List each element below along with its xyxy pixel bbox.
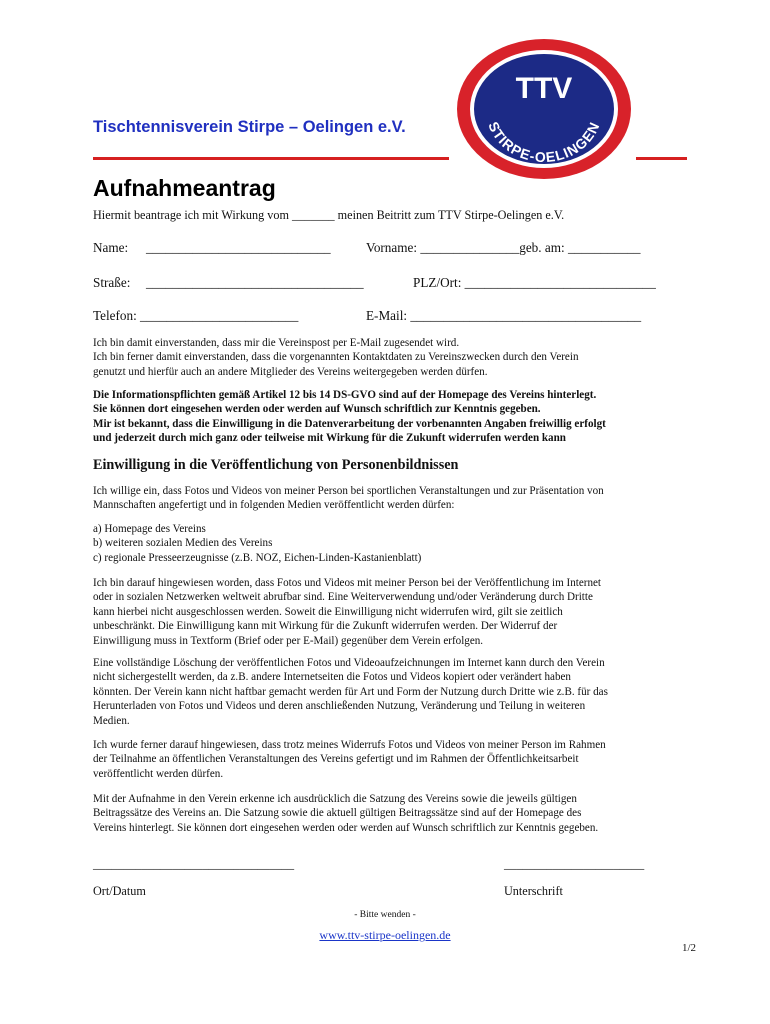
name-input[interactable]: ____________________________	[146, 240, 331, 255]
paragraph-line: veröffentlicht werden dürfen.	[93, 767, 224, 780]
gdpr-line: Die Informationspflichten gemäß Artikel 12 bis 14 DS-GVO sind auf der Homepage des Vereins hinterlegt.	[93, 389, 597, 401]
club-logo	[456, 38, 632, 180]
header-divider-right	[636, 157, 687, 160]
logo-ttv: TTV	[515, 72, 573, 105]
street-input[interactable]: _________________________________	[146, 275, 364, 290]
logo-inner-disc	[474, 54, 614, 164]
consent-line: Ich bin damit einverstanden, dass mir die Vereinspost per E-Mail zugesendet wird.	[93, 337, 460, 349]
paragraph-line: unbeschränkt. Die Einwilligung kann mit Wirkung für die Zukunft widerrufen werden. Der Widerruf der	[93, 620, 558, 633]
paragraph-line: der Teilnahme an öffentlichen Veranstaltungen des Vereins gefertigt und im Rahmen der Öffentlichkeitsarbeit	[93, 753, 579, 766]
paragraph-line: Einwilligung muss in Textform (Brief oder per E-Mail) gegenüber dem Verein erfolgen.	[93, 634, 484, 647]
consent-line: Ich bin ferner damit einverstanden, dass die vorgenannten Kontaktdaten zu Vereinszwecken durch den Verein	[93, 351, 579, 364]
intro-text: Hiermit beantrage ich mit Wirkung vom _______ meinen Beitritt zum TTV Stirpe-Oelingen e.V.	[93, 208, 565, 222]
paragraph-line: Ich wurde ferner darauf hingewiesen, dass trotz meines Widerrufs Fotos und Videos von meiner Person im Rahmen	[93, 739, 606, 751]
place-date-input[interactable]: _________________________________	[93, 857, 295, 871]
email-input[interactable]: E-Mail: ___________________________________	[366, 308, 642, 323]
club-name: Tischtennisverein Stirpe – Oelingen e.V.	[93, 118, 406, 136]
paragraph-line: könnten. Der Verein kann nicht haftbar gemacht werden für Art und Form der Nutzung durch Dritte wie z.B. für das	[93, 685, 608, 698]
internet-notice-paragraph	[93, 576, 705, 648]
name-label: Name:	[93, 240, 129, 255]
header-divider-left	[93, 157, 449, 160]
paragraph-line: oder in sozialen Netzwerken weltweit abrufbar sind. Eine Weiterverwendung und/oder Veränderung durch Dritte	[93, 591, 593, 604]
turn-page-note: - Bitte wenden -	[354, 910, 416, 920]
section-heading: Einwilligung in die Veröffentlichung von Personenbildnissen	[93, 457, 459, 473]
street-label: Straße:	[93, 275, 131, 290]
consent-text	[93, 336, 579, 379]
list-item: a) Homepage des Vereins	[93, 523, 206, 535]
paragraph-line: Ich willige ein, dass Fotos und Videos von meiner Person bei sportlichen Veranstaltungen und zur Präsentation von	[93, 485, 604, 497]
paragraph-line: kann hierbei nicht ausgeschlossen werden. Soweit die Einwilligung nicht widerrufen wird, gilt sie zeitlich	[93, 605, 563, 618]
signature-label: Unterschrift	[504, 884, 563, 898]
plz-ort-input[interactable]: PLZ/Ort: _____________________________	[413, 275, 656, 290]
paragraph-line: Eine vollständige Löschung der veröffentlichen Fotos und Videoaufzeichnungen im Internet kann durch den Verein	[93, 657, 605, 669]
statute-paragraph	[93, 792, 705, 835]
paragraph-line: Ich bin darauf hingewiesen worden, dass Fotos und Videos mit meiner Person bei der Veröffentlichung im Internet	[93, 577, 601, 589]
gdpr-notice	[93, 388, 606, 446]
paragraph-line: Beitragssätze des Vereins an. Die Satzung sowie die aktuell gültigen Beitragssätze sind auf der Homepage des	[93, 807, 582, 820]
website-link[interactable]: www.ttv-stirpe-oelingen.de	[319, 928, 451, 942]
page-number: 1/2	[682, 942, 697, 954]
gdpr-line: und jederzeit durch mich ganz oder teilweise mit Wirkung für die Zukunft widerrufen werden kann	[93, 432, 566, 445]
revocation-paragraph	[93, 738, 705, 781]
paragraph-line: Herunterladen von Fotos und Videos und deren anschließenden Nutzung, Veränderung und Teilung in weiteren	[93, 700, 586, 713]
deletion-paragraph	[93, 656, 705, 728]
gdpr-line: Mir ist bekannt, dass die Einwilligung in die Datenverarbeitung der vorbenannten Angaben freiwillig erfolgt	[93, 417, 606, 430]
gdpr-line: Sie können dort eingesehen werden oder werden auf Wunsch schriftlich zur Kenntnis gegeben.	[93, 403, 541, 416]
consent-line: genutzt und hierfür auch an andere Mitglieder des Vereins weitergegeben werden dürfen.	[93, 365, 488, 378]
form-title: Aufnahmeantrag	[93, 175, 276, 201]
logo-ring-text: STIRPE-OELINGEN	[485, 119, 603, 166]
paragraph-line: Mannschaften angefertigt und in folgenden Medien veröffentlicht werden dürfen:	[93, 499, 455, 512]
media-list	[93, 522, 705, 565]
place-date-label: Ort/Datum	[93, 884, 146, 898]
paragraph-line: Medien.	[93, 714, 130, 727]
vorname-birth-input[interactable]: Vorname: _______________geb. am: ___________	[366, 240, 641, 255]
phone-input[interactable]: Telefon: ________________________	[93, 308, 299, 323]
paragraph-line: Mit der Aufnahme in den Verein erkenne ich ausdrücklich die Satzung des Vereins sowie die jeweils gültigen	[93, 793, 577, 805]
list-item: c) regionale Presseerzeugnisse (z.B. NOZ, Eichen-Linden-Kastanienblatt)	[93, 551, 422, 564]
signature-input[interactable]: _______________________	[504, 857, 645, 871]
photo-consent-paragraph	[93, 484, 705, 513]
paragraph-line: Vereins hinterlegt. Sie können dort eingesehen werden oder werden auf Wunsch schriftlich zur Kenntnis gegeben.	[93, 821, 599, 834]
list-item: b) weiteren sozialen Medien des Vereins	[93, 537, 273, 550]
paragraph-line: nicht sichergestellt werden, da z.B. andere Internetseiten die Fotos und Videos kopiert oder verändert haben	[93, 671, 571, 684]
